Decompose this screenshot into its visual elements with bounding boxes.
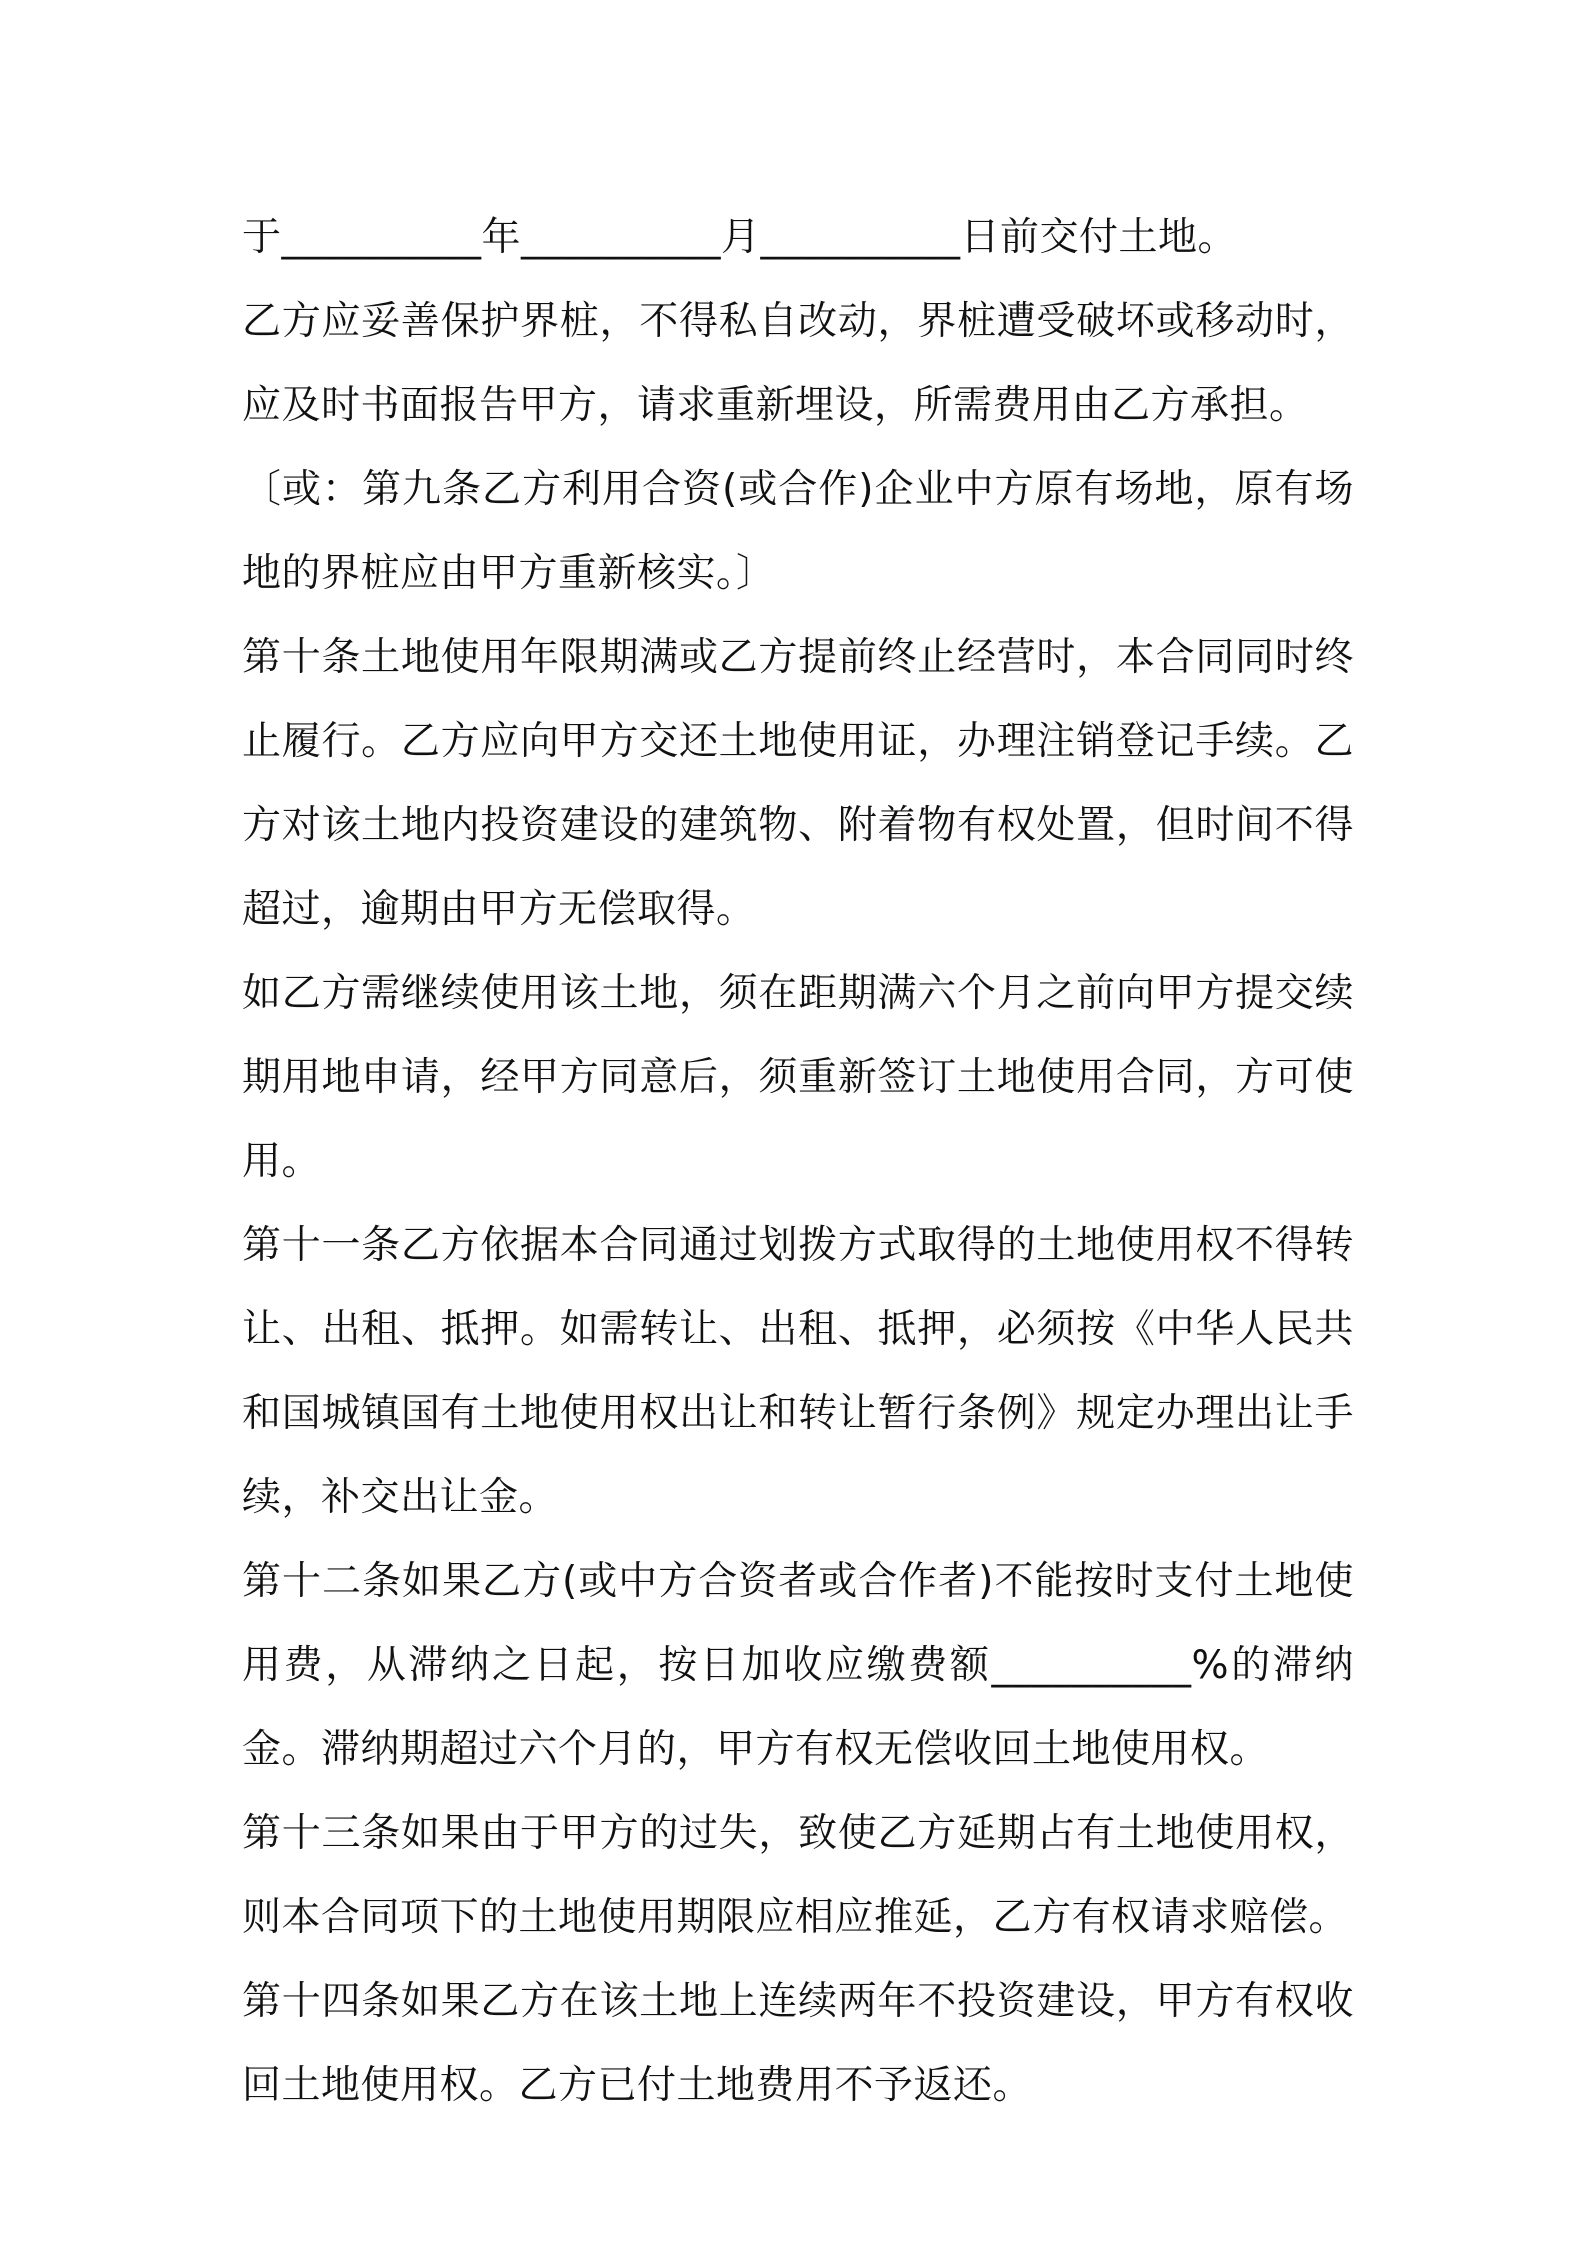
paragraph-article-11: 第十一条乙方依据本合同通过划拨方式取得的土地使用权不得转让、出租、抵押。如需转让、出租、抵押，必须按《中华人民共和国城镇国有土地使用权出让和转让暂行条例》规定办理出让手续，补交出让金。 <box>242 1223 1354 1520</box>
paragraph-article-14: 第十四条如果乙方在该土地上连续两年不投资建设，甲方有权收回土地使用权。乙方已付土地费用不予返还。 <box>242 1979 1354 2108</box>
document-body <box>242 196 1354 2128</box>
paragraph-delivery-date: 于__________年__________月__________日前交付土地。 <box>242 215 1238 260</box>
paragraph-renewal: 如乙方需继续使用该土地，须在距期满六个月之前向甲方提交续期用地申请，经甲方同意后，须重新签订土地使用合同，方可使用。 <box>242 971 1354 1184</box>
paragraph-article-12: 第十二条如果乙方(或中方合资者或合作者)不能按时支付土地使用费，从滞纳之日起，按日加收应缴费额__________%的滞纳金。滞纳期超过六个月的，甲方有权无偿收回土地使用权。 <box>242 1559 1354 1772</box>
paragraph-article-9-alternative: 〔或：第九条乙方利用合资(或合作)企业中方原有场地，原有场地的界桩应由甲方重新核实。〕 <box>242 467 1354 596</box>
paragraph-article-10: 第十条土地使用年限期满或乙方提前终止经营时，本合同同时终止履行。乙方应向甲方交还土地使用证，办理注销登记手续。乙方对该土地内投资建设的建筑物、附着物有权处置，但时间不得超过，逾期由甲方无偿取得。 <box>242 635 1354 932</box>
paragraph-boundary-markers: 乙方应妥善保护界桩，不得私自改动，界桩遭受破坏或移动时，应及时书面报告甲方，请求重新埋设，所需费用由乙方承担。 <box>242 299 1354 428</box>
paragraph-article-13: 第十三条如果由于甲方的过失，致使乙方延期占有土地使用权，则本合同项下的土地使用期限应相应推延，乙方有权请求赔偿。 <box>242 1811 1354 1940</box>
